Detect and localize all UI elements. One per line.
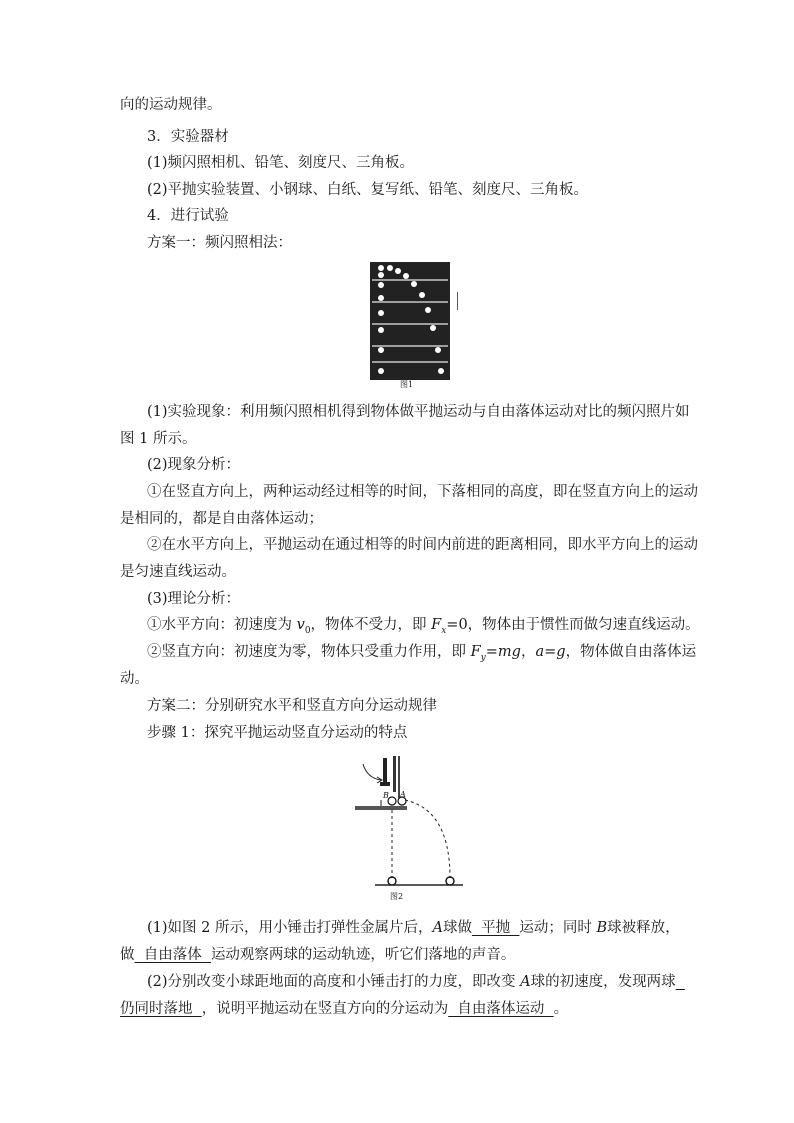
figure-1-strobe-photo [370,262,450,380]
text-segment: ，说明平抛运动在竖直方向的分运动为 [201,1001,449,1017]
analysis-2-line-1: ②在水平方向上，平抛运动在通过相等的时间内前进的距离相同，即水平方向上的运动 [147,537,698,553]
symbol-a-ball: A [520,974,531,990]
text-segment: 球做 [442,920,472,936]
symbol-g: g [556,644,566,660]
step-1-item-1-line-1 [147,918,680,938]
text-segment: 球被释放， [607,920,680,936]
analysis-2-line-2: 是匀速直线运动。 [120,564,236,580]
theory-vertical-line-1 [147,642,696,668]
answer-blank [676,974,685,990]
heading-experiment: 4．进行试验 [147,208,229,224]
text-segment: ，物体做自由落体运 [565,644,697,660]
figure-2-apparatus [355,750,465,896]
answer-blank: 自由落体 [134,947,211,963]
text-segment: 做 [120,947,135,963]
text-segment: 。 [553,1001,569,1017]
plan-one-title: 方案一：频闪照相法： [147,235,292,251]
step-1-item-2-line-1 [147,972,685,992]
equipment-2: (2)平抛实验装置、小钢球、白纸、复写纸、铅笔、刻度尺、三角板。 [147,182,589,198]
symbol-b-ball: B [596,920,608,936]
text-segment: = [485,644,498,660]
theory-title: (3)理论分析： [147,591,241,607]
text-segment: (1)如图 2 所示，用小锤击打弹性金属片后， [147,920,433,936]
figure-1-caption: 图1 [400,380,414,389]
analysis-1-line-1: ①在竖直方向上，两种运动经过相等的时间，下落相同的高度，即在竖直方向上的运动 [147,484,698,500]
symbol-f: F [470,644,481,660]
answer-blank: 自由落体运动 [448,1001,554,1017]
analysis-1-line-2: 是相同的，都是自由落体运动； [120,511,323,527]
para-cont: 向的运动规律。 [120,97,222,113]
step-1-item-1-line-2 [120,945,515,965]
heading-equipment: 3．实验器材 [147,129,229,145]
plan-two-title: 方案二：分别研究水平和竖直方向分运动规律 [147,698,437,714]
theory-vertical-line-2: 动。 [120,671,149,687]
answer-blank: 平抛 [471,920,520,936]
text-segment: 运动观察两球的运动轨迹，听它们落地的声音。 [210,947,516,963]
subscript: x [441,625,447,636]
photo-edge-mark [457,292,458,310]
symbol-a: a [535,644,545,660]
subscript: 0 [304,625,311,636]
label-ball-b: B [383,791,389,800]
theory-horizontal [147,615,700,641]
step-1-title: 步骤 1：探究平抛运动竖直分运动的特点 [147,725,408,741]
text-segment: =0，物体由于惯性而做匀速直线运动。 [446,617,700,633]
symbol-v: v [296,617,305,633]
observation-line-1: (1)实验现象：利用频闪照相机得到物体做平抛运动与自由落体运动对比的频闪照片如 [147,404,690,420]
symbol-f: F [431,617,442,633]
answer-blank: 仍同时落地 [120,1001,202,1017]
observation-line-2: 图 1 所示。 [120,431,197,447]
label-ball-a: A [400,790,406,799]
symbol-mg: mg [497,644,521,660]
text-segment: 球的初速度，发现两球 [530,974,676,990]
equipment-1: (1)频闪照相机、铅笔、刻度尺、三角板。 [147,155,415,171]
step-1-item-2-line-2 [120,999,568,1019]
figure-2-caption: 图2 [390,892,404,901]
text-segment: ①水平方向：初速度为 [147,617,297,633]
text-segment: ， [520,644,536,660]
symbol-a-ball: A [432,920,443,936]
subscript: y [480,652,486,663]
text-segment: 运动；同时 [519,920,597,936]
text-segment: (2)分别改变小球距地面的高度和小锤击打的力度，即改变 [147,974,521,990]
text-segment: ，物体不受力，即 [310,617,432,633]
text-segment: = [544,644,557,660]
text-segment: ②竖直方向：初速度为零，物体只受重力作用，即 [147,644,471,660]
analysis-title: (2)现象分析： [147,457,241,473]
apparatus-diagram [355,750,465,892]
strobe-photo-graphic [370,262,450,380]
